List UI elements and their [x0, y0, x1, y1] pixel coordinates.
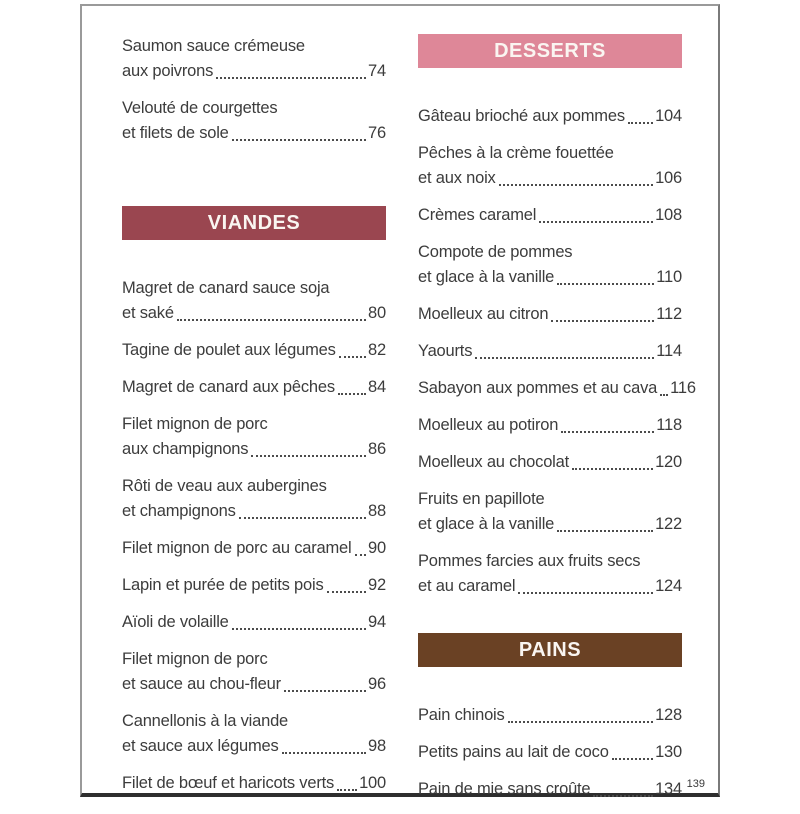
- entry-title: Pain chinois: [418, 706, 505, 724]
- entry-title-line: Saumon sauce crémeuse: [122, 37, 305, 55]
- entry-last-line: [418, 302, 682, 327]
- entry-last-line: [122, 734, 386, 759]
- toc-entry: [122, 610, 386, 635]
- entry-page-number: 116: [670, 379, 696, 397]
- entry-page-number: 82: [368, 341, 386, 359]
- toc-entry: [418, 777, 682, 802]
- dot-leader: [232, 139, 366, 141]
- entry-title: Crèmes caramel: [418, 206, 537, 224]
- entry-page-number: 112: [656, 305, 682, 323]
- entry-title: Lapin et purée de petits pois: [122, 576, 324, 594]
- dot-leader: [508, 721, 653, 723]
- dot-leader: [355, 554, 367, 556]
- toc-entry: [418, 104, 682, 129]
- entry-page-number: 124: [655, 577, 682, 595]
- entry-title-line: Filet mignon de porc: [122, 650, 268, 668]
- toc-entry: [122, 647, 386, 697]
- entry-page-number: 106: [655, 169, 682, 187]
- entry-page-number: 104: [655, 107, 682, 125]
- entry-page-number: 110: [656, 268, 682, 286]
- entry-last-line: [122, 499, 386, 524]
- entry-page-number: 128: [655, 706, 682, 724]
- toc-entry: [418, 376, 696, 401]
- entry-title: et glace à la vanille: [418, 515, 555, 533]
- entry-last-line: [122, 771, 386, 796]
- entry-last-line: [418, 574, 682, 599]
- entry-title: Moelleux au citron: [418, 305, 549, 323]
- entry-page-number: 118: [656, 416, 682, 434]
- entry-title: et saké: [122, 304, 174, 322]
- toc-entry: [122, 34, 386, 84]
- dot-leader: [561, 431, 654, 433]
- dot-leader: [282, 752, 367, 754]
- entry-title-line: Fruits en papillote: [418, 490, 545, 508]
- entry-title: et sauce au chou-fleur: [122, 675, 281, 693]
- entry-last-line: [418, 376, 696, 401]
- entry-title-line: Filet mignon de porc: [122, 415, 268, 433]
- entry-title: Filet mignon de porc au caramel: [122, 539, 352, 557]
- entry-title: Magret de canard aux pêches: [122, 378, 335, 396]
- entry-title-line: Rôti de veau aux aubergines: [122, 477, 327, 495]
- entry-last-line: [122, 573, 386, 598]
- toc-entry: [418, 240, 682, 290]
- entry-page-number: 76: [368, 124, 386, 142]
- entry-title: Petits pains au lait de coco: [418, 743, 609, 761]
- entry-title-line: Compote de pommes: [418, 243, 573, 261]
- dot-leader: [660, 394, 668, 396]
- cookbook-toc-page: [80, 4, 720, 797]
- toc-entry: [122, 536, 386, 561]
- section-header-desserts: DESSERTS: [418, 34, 682, 68]
- dot-leader: [557, 283, 654, 285]
- entry-page-number: 122: [655, 515, 682, 533]
- entry-last-line: [122, 437, 386, 462]
- entry-title: aux poivrons: [122, 62, 214, 80]
- toc-entry: [418, 141, 682, 191]
- dot-leader: [593, 795, 653, 797]
- dot-leader: [216, 77, 366, 79]
- dot-leader: [284, 690, 366, 692]
- toc-entry: [122, 573, 386, 598]
- entry-last-line: [418, 740, 682, 765]
- toc-column-left: [122, 34, 386, 814]
- entry-last-line: [122, 301, 386, 326]
- dot-leader: [251, 455, 366, 457]
- dot-leader: [628, 122, 653, 124]
- entry-page-number: 94: [368, 613, 386, 631]
- entry-title: et filets de sole: [122, 124, 229, 142]
- entry-last-line: [418, 203, 682, 228]
- entry-last-line: [418, 339, 682, 364]
- dot-leader: [518, 592, 653, 594]
- entry-title: Filet de bœuf et haricots verts: [122, 774, 335, 792]
- entry-title: et glace à la vanille: [418, 268, 555, 286]
- entry-last-line: [418, 166, 682, 191]
- section-header-viandes: VIANDES: [122, 206, 386, 240]
- dot-leader: [572, 468, 653, 470]
- entry-last-line: [122, 536, 386, 561]
- dot-leader: [338, 393, 366, 395]
- entry-title-line: Velouté de courgettes: [122, 99, 278, 117]
- entry-page-number: 90: [368, 539, 386, 557]
- toc-entry: [418, 450, 682, 475]
- entry-title-line: Magret de canard sauce soja: [122, 279, 330, 297]
- toc-columns: [82, 6, 718, 814]
- dot-leader: [475, 357, 654, 359]
- entry-last-line: [122, 338, 386, 363]
- entry-last-line: [122, 59, 386, 84]
- entry-page-number: 96: [368, 675, 386, 693]
- entry-title-line: Cannellonis à la viande: [122, 712, 289, 730]
- entry-page-number: 80: [368, 304, 386, 322]
- entry-title: et au caramel: [418, 577, 516, 595]
- dot-leader: [557, 530, 653, 532]
- entry-last-line: [418, 265, 682, 290]
- toc-entry: [418, 339, 682, 364]
- dot-leader: [339, 356, 366, 358]
- entry-page-number: 130: [655, 743, 682, 761]
- entry-last-line: [122, 610, 386, 635]
- entry-last-line: [418, 104, 682, 129]
- entry-last-line: [418, 512, 682, 537]
- entry-page-number: 84: [368, 378, 386, 396]
- entry-title: Moelleux au chocolat: [418, 453, 570, 471]
- dot-leader: [612, 758, 653, 760]
- toc-entry: [122, 474, 386, 524]
- entry-title: et aux noix: [418, 169, 496, 187]
- entry-title: et sauce aux légumes: [122, 737, 279, 755]
- entry-page-number: 114: [656, 342, 682, 360]
- entry-title: Sabayon aux pommes et au cava: [418, 379, 658, 397]
- toc-entry: [122, 276, 386, 326]
- entry-last-line: [122, 121, 386, 146]
- entry-title-line: Pommes farcies aux fruits secs: [418, 552, 641, 570]
- dot-leader: [177, 319, 366, 321]
- dot-leader: [539, 221, 653, 223]
- dot-leader: [337, 789, 357, 791]
- toc-entry: [122, 338, 386, 363]
- entry-page-number: 134: [655, 780, 682, 798]
- toc-entry: [418, 413, 682, 438]
- entry-title: Yaourts: [418, 342, 473, 360]
- toc-entry: [418, 703, 682, 728]
- entry-page-number: 74: [368, 62, 386, 80]
- entry-page-number: 100: [359, 774, 386, 792]
- toc-entry: [122, 709, 386, 759]
- entry-last-line: [418, 413, 682, 438]
- entry-page-number: 120: [655, 453, 682, 471]
- toc-entry: [122, 375, 386, 400]
- toc-entry: [122, 771, 386, 796]
- toc-entry: [418, 487, 682, 537]
- dot-leader: [232, 628, 366, 630]
- entry-title: Moelleux au potiron: [418, 416, 559, 434]
- entry-last-line: [418, 450, 682, 475]
- entry-title: Gâteau brioché aux pommes: [418, 107, 625, 125]
- section-header-pains: PAINS: [418, 633, 682, 667]
- entry-last-line: [418, 703, 682, 728]
- entry-page-number: 88: [368, 502, 386, 520]
- entry-title: Pain de mie sans croûte: [418, 780, 591, 798]
- toc-entry: [418, 302, 682, 327]
- entry-last-line: [418, 777, 682, 802]
- toc-entry: [418, 740, 682, 765]
- entry-title: Tagine de poulet aux légumes: [122, 341, 336, 359]
- dot-leader: [239, 517, 366, 519]
- entry-title: Aïoli de volaille: [122, 613, 229, 631]
- dot-leader: [327, 591, 367, 593]
- dot-leader: [551, 320, 654, 322]
- toc-entry: [122, 412, 386, 462]
- entry-title: aux champignons: [122, 440, 249, 458]
- entry-page-number: 108: [655, 206, 682, 224]
- toc-entry: [418, 549, 682, 599]
- dot-leader: [499, 184, 653, 186]
- entry-title: et champignons: [122, 502, 236, 520]
- entry-page-number: 86: [368, 440, 386, 458]
- toc-entry: [122, 96, 386, 146]
- toc-entry: [418, 203, 682, 228]
- entry-last-line: [122, 375, 386, 400]
- entry-page-number: 98: [368, 737, 386, 755]
- page-number: 139: [686, 778, 705, 790]
- entry-last-line: [122, 672, 386, 697]
- entry-title-line: Pêches à la crème fouettée: [418, 144, 614, 162]
- entry-page-number: 92: [368, 576, 386, 594]
